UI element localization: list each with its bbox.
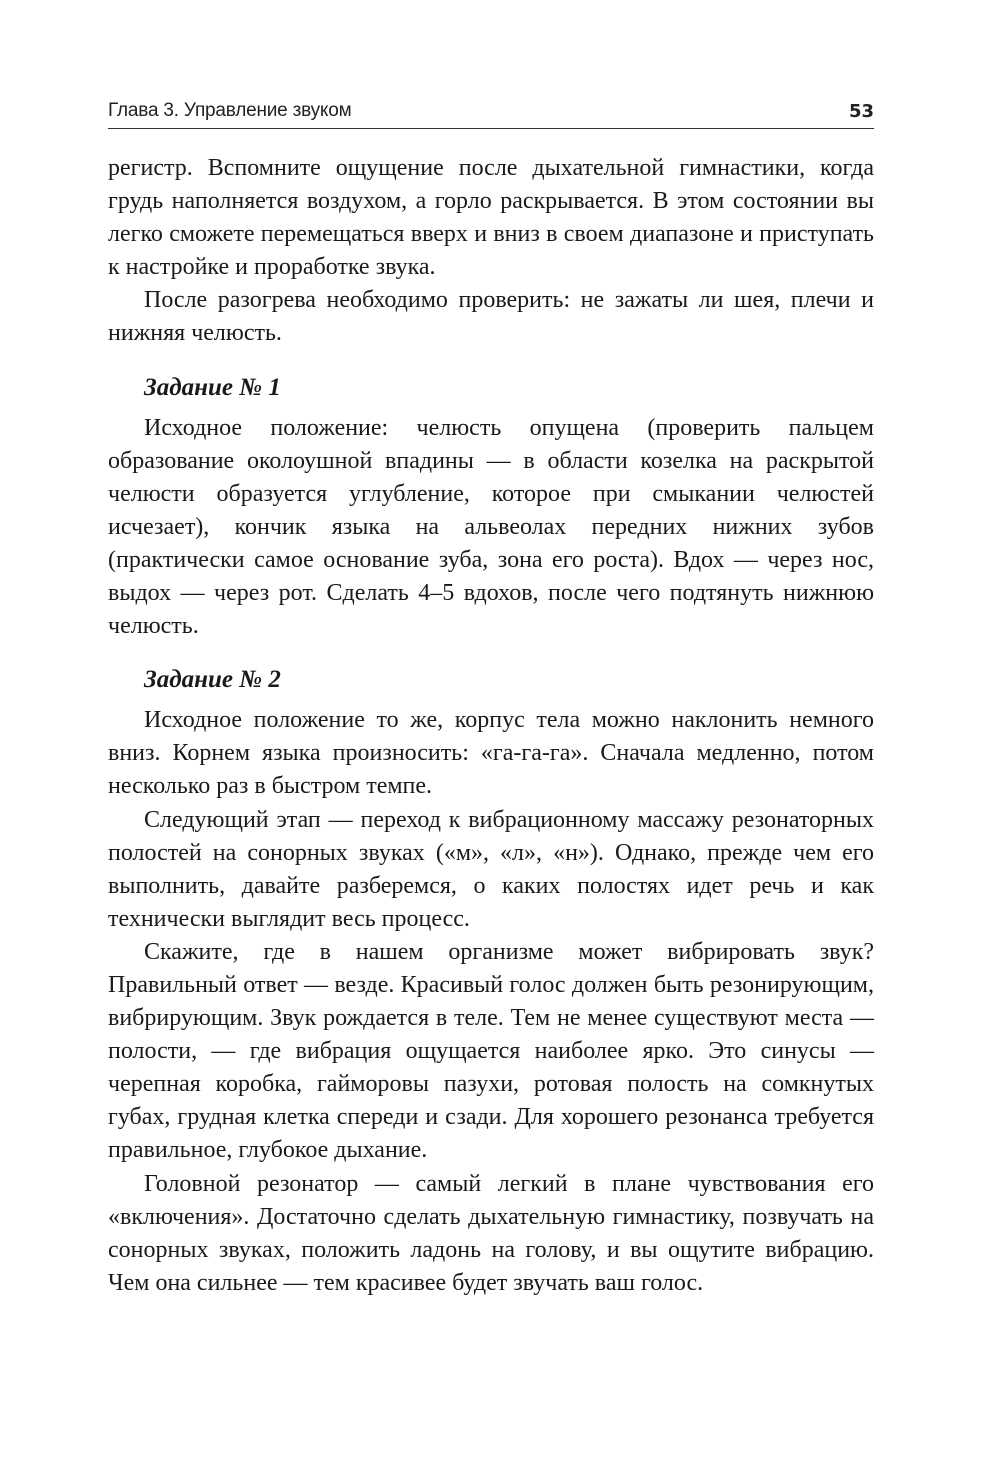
task-1-text: Исходное положение: челюсть опущена (проверить пальцем образование околоушной впадины — в области козелка на раскрытой челюсти образуется углубление, которое при смыкании челюстей исчезает), кончик языка на альвеолах передних нижних зубов (практически самое основание зуба, зона его роста). Вдох — через нос, выдох — через рот. Сделать 4–5 вдохов, после чего подтянуть нижнюю челюсть.	[108, 414, 874, 640]
paragraph-head-resonator: Головной резонатор — самый легкий в плане чувствования его «включения». Достаточно сделать дыхательную гимнастику, позвучать на сонорных звуках, положить ладонь на голову, и вы ощутите вибрацию. Чем она сильнее — тем красивее будет звучать ваш голос.	[108, 1170, 874, 1296]
paragraph-continued: регистр. Вспомните ощущение после дыхательной гимнастики, когда грудь наполняется воздухом, а горло раскрывается. В этом состоянии вы легко сможете перемещаться вверх и вниз в своем диапазоне и приступать к настройке и проработке звука.	[108, 155, 874, 281]
running-header	[108, 98, 874, 129]
task-2-heading: Задание № 2	[144, 666, 281, 694]
page-number: 53	[848, 101, 874, 122]
paragraph-warmup-check: После разогрева необходимо проверить: не зажаты ли шея, плечи и нижняя челюсть.	[108, 287, 874, 347]
task-2-text: Исходное положение то же, корпус тела можно наклонить немного вниз. Корнем языка произносить: «га-га-га». Сначала медленно, потом несколько раз в быстром темпе.	[108, 707, 874, 800]
paragraph-resonance: Скажите, где в нашем организме может вибрировать звук? Правильный ответ — везде. Красивый голос должен быть резонирующим, вибрирующим. Звук рождается в теле. Тем не менее существуют места — полости, — где вибрация ощущается наиболее ярко. Это синусы — черепная коробка, гайморовы пазухи, ротовая полость на сомкнутых губах, грудная клетка спереди и сзади. Для хорошего резонанса требуется правильное, глубокое дыхание.	[108, 938, 874, 1164]
chapter-title: Глава 3. Управление звуком	[108, 100, 352, 121]
task-1-heading: Задание № 1	[144, 373, 281, 401]
paragraph-vibration-massage: Следующий этап — переход к вибрационному массажу резонаторных полостей на сонорных звуках («м», «л», «н»). Однако, прежде чем его выполнить, давайте разберемся, о каких полостях идет речь и как технически выглядит весь процесс.	[108, 806, 874, 932]
page-body	[108, 152, 874, 1300]
